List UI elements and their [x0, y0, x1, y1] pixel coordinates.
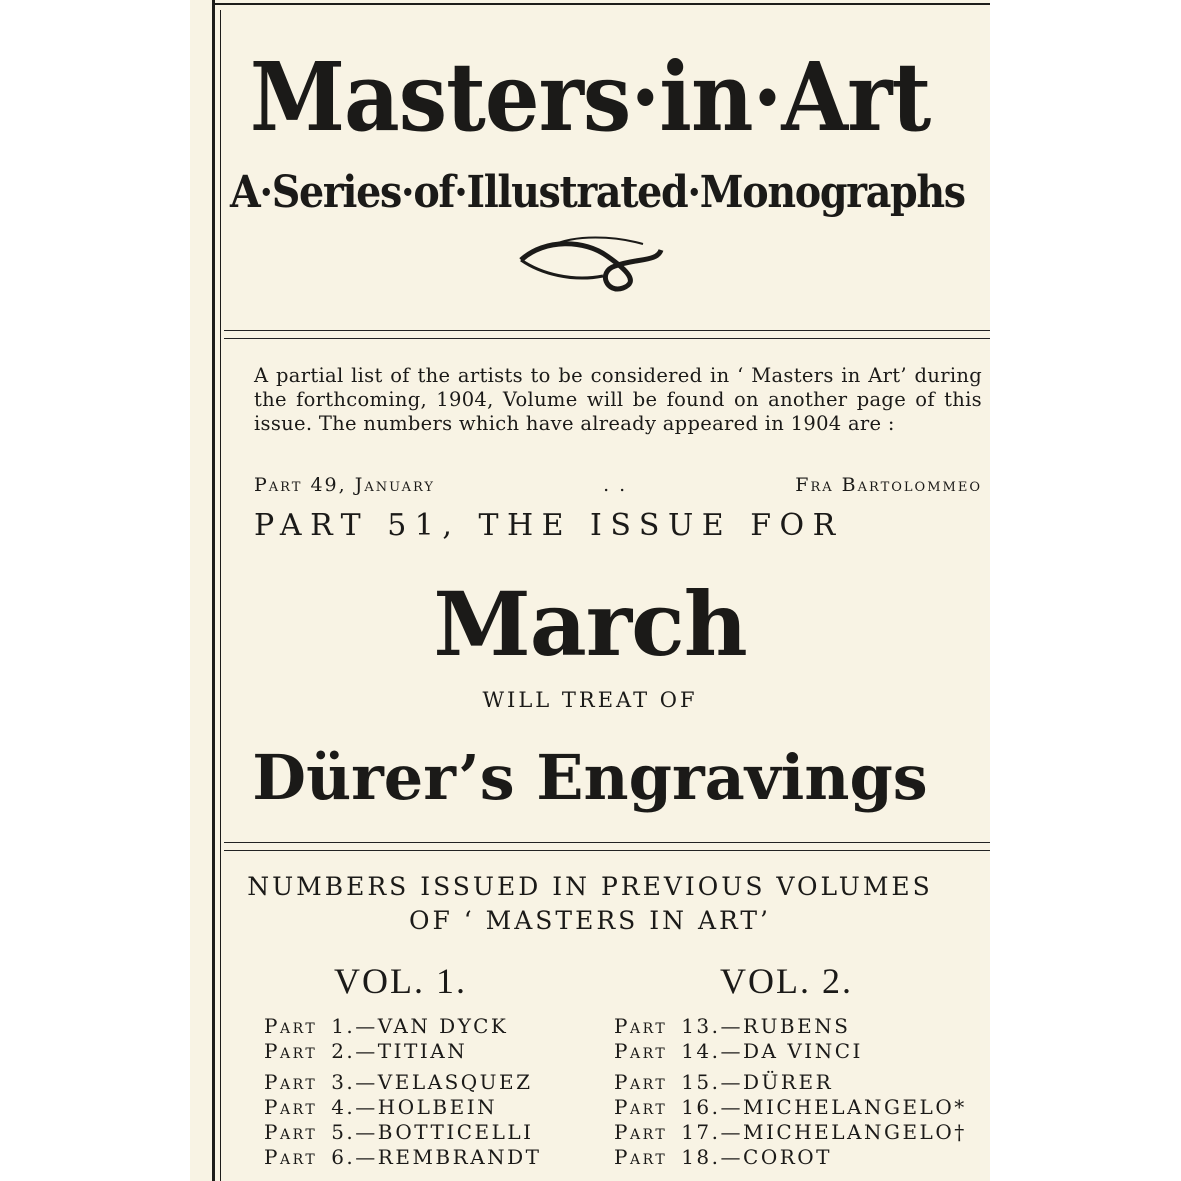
part-number: 15.—	[681, 1070, 744, 1094]
issue-line: PART 51, THE ISSUE FOR	[254, 508, 844, 543]
list-item	[614, 1014, 967, 1039]
part-number: 3.—	[331, 1070, 378, 1094]
part-word: Part	[264, 1014, 318, 1038]
part-number: 2.—	[331, 1039, 378, 1063]
list-item	[264, 1070, 542, 1095]
part-word: Part	[264, 1120, 318, 1144]
part-word: Part	[614, 1039, 668, 1063]
part-artist: DÜRER	[743, 1070, 834, 1094]
part-number: 13.—	[681, 1014, 744, 1038]
appeared-row	[254, 474, 982, 496]
part-artist: REMBRANDT	[377, 1145, 542, 1169]
list-item	[264, 1014, 542, 1039]
part-artist: MICHELANGELO*	[743, 1095, 967, 1119]
part-word: Part	[614, 1014, 668, 1038]
part-number: 17.—	[681, 1120, 744, 1144]
part-artist: MICHELANGELO†	[743, 1120, 967, 1144]
part-word: Part	[614, 1145, 668, 1169]
part-number: 5.—	[331, 1120, 378, 1144]
list-item	[264, 1095, 542, 1120]
vol1-parts-list	[264, 1014, 542, 1170]
section-rule	[224, 338, 990, 339]
previous-heading-1: NUMBERS ISSUED IN PREVIOUS VOLUMES	[247, 872, 933, 901]
intro-paragraph: A partial list of the artists to be considered in ‘ Masters in Art’ during the forthcoming, 1904, Volume will be found on another page of this issue. The numbers which have already appeared in 1904 are :	[254, 364, 982, 435]
part-number: 1.—	[331, 1014, 378, 1038]
part-artist: VAN DYCK	[377, 1014, 509, 1038]
part-artist: TITIAN	[377, 1039, 468, 1063]
section-rule	[224, 842, 990, 843]
part-artist: DA VINCI	[743, 1039, 863, 1063]
subject-heading: Dürer’s Engravings	[252, 741, 928, 814]
page-border-top	[214, 3, 990, 5]
part-number: 14.—	[681, 1039, 744, 1063]
vol2-parts-list	[614, 1014, 967, 1170]
section-rule	[224, 330, 990, 331]
part-word: Part	[614, 1070, 668, 1094]
part-artist: HOLBEIN	[377, 1095, 498, 1119]
part-artist: RUBENS	[743, 1014, 851, 1038]
treat-line: WILL TREAT OF	[482, 688, 698, 712]
part-artist: BOTTICELLI	[377, 1120, 534, 1144]
magazine-page	[190, 0, 990, 1181]
part-word: Part	[264, 1145, 318, 1169]
masthead-title: Masters·in·Art	[249, 41, 931, 153]
month-heading: March	[433, 572, 747, 676]
part-number: 4.—	[331, 1095, 378, 1119]
part-word: Part	[264, 1070, 318, 1094]
vol2-label: VOL. 2.	[720, 961, 853, 1001]
part-number: 16.—	[681, 1095, 744, 1119]
appeared-dots: . .	[603, 474, 628, 496]
vol1-label: VOL. 1.	[334, 961, 467, 1001]
part-number: 6.—	[331, 1145, 378, 1169]
appeared-part: Part 49, January	[254, 474, 435, 496]
masthead-subtitle: A·Series·of·Illustrated·Monographs	[230, 167, 965, 218]
flourish-ornament	[515, 232, 665, 294]
part-word: Part	[264, 1039, 318, 1063]
part-word: Part	[614, 1095, 668, 1119]
list-item	[264, 1039, 542, 1064]
previous-heading-2: OF ‘ MASTERS IN ART’	[408, 906, 772, 935]
list-item	[264, 1120, 542, 1145]
list-item	[264, 1145, 542, 1170]
appeared-artist: Fra Bartolommeo	[795, 474, 982, 496]
part-artist: COROT	[743, 1145, 833, 1169]
list-item	[614, 1039, 967, 1064]
section-rule	[224, 850, 990, 851]
part-artist: VELASQUEZ	[377, 1070, 533, 1094]
list-item	[614, 1120, 967, 1145]
part-word: Part	[614, 1120, 668, 1144]
part-number: 18.—	[681, 1145, 744, 1169]
list-item	[614, 1145, 967, 1170]
list-item	[614, 1070, 967, 1095]
part-word: Part	[264, 1095, 318, 1119]
list-item	[614, 1095, 967, 1120]
